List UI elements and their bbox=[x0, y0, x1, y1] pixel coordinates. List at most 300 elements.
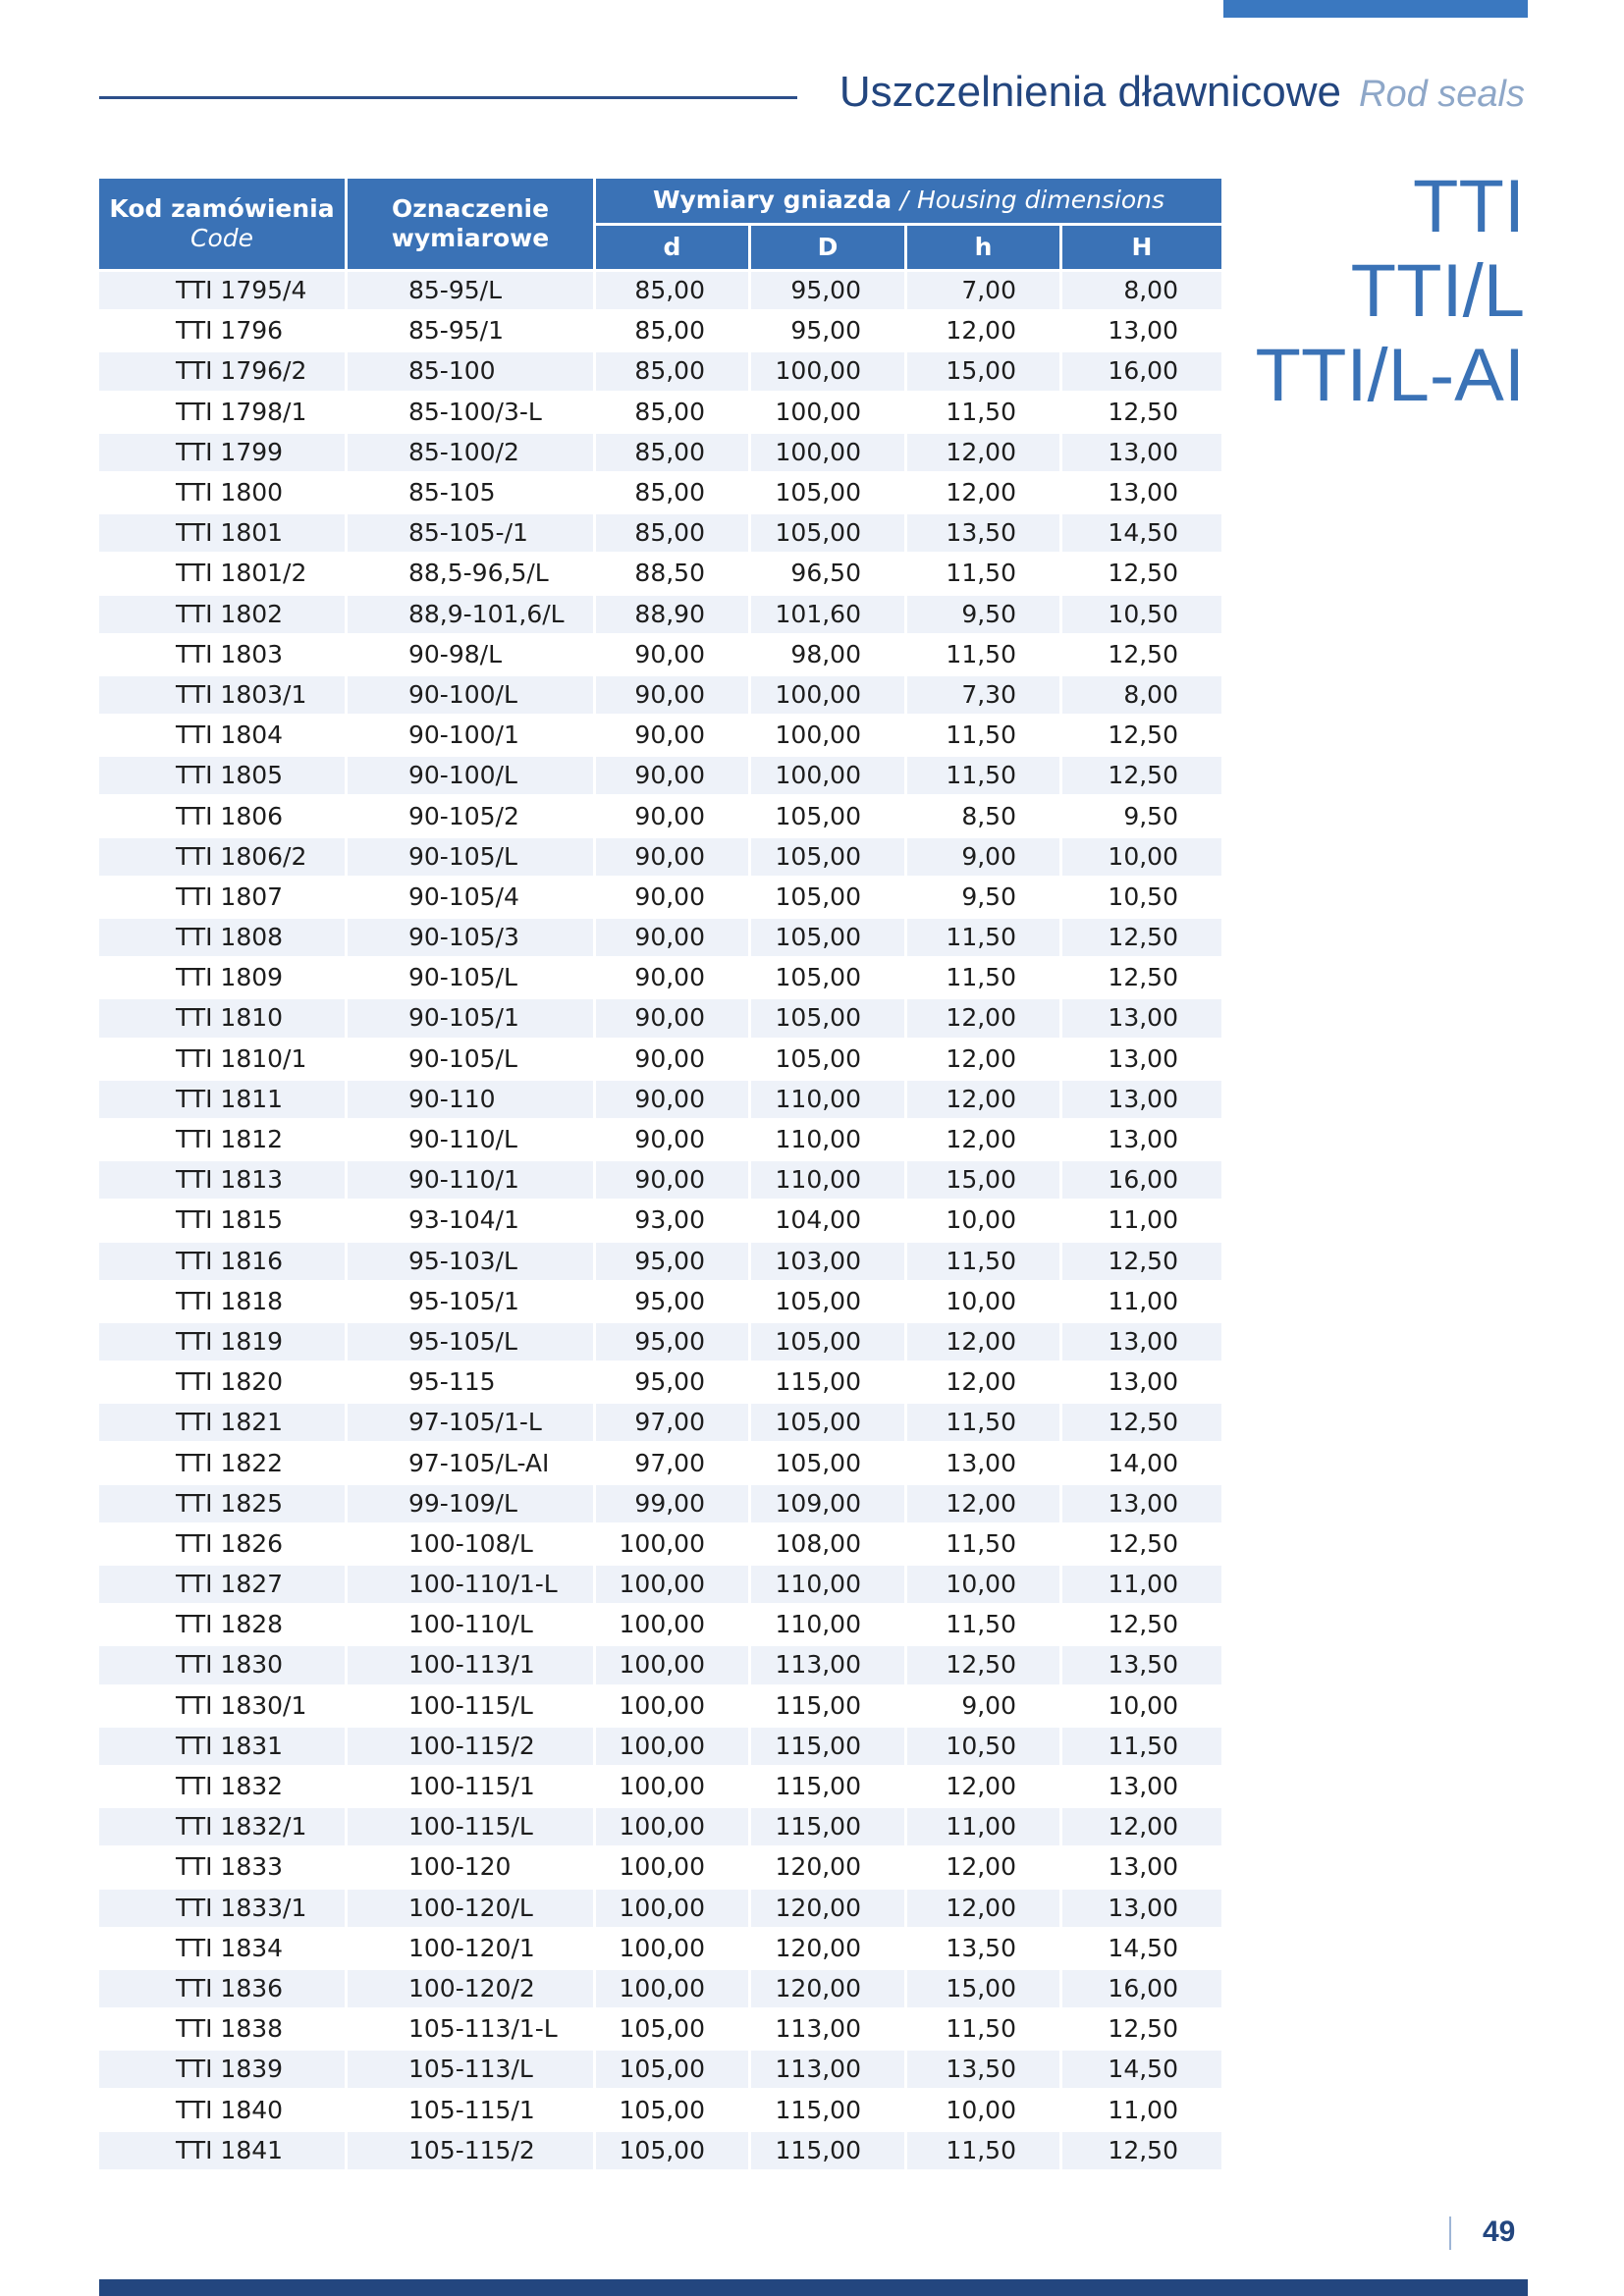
series-title-3: TTI/L-AI bbox=[1255, 334, 1525, 417]
cell-h: 11,50 bbox=[907, 1243, 1059, 1280]
top-accent-bar bbox=[1223, 0, 1528, 18]
cell-D: 120,00 bbox=[751, 1890, 904, 1927]
cell-h: 9,00 bbox=[907, 1687, 1059, 1725]
cell-D: 105,00 bbox=[751, 838, 904, 876]
cell-designation: 90-105/L bbox=[348, 959, 593, 996]
cell-d: 105,00 bbox=[596, 2010, 748, 2048]
cell-designation: 90-110/L bbox=[348, 1121, 593, 1158]
table-row bbox=[99, 838, 1221, 876]
cell-code: TTI 1839 bbox=[99, 2051, 345, 2088]
header-code-label: Kod zamówienia bbox=[109, 194, 335, 223]
table-row bbox=[99, 2010, 1221, 2048]
table-row bbox=[99, 514, 1221, 552]
page-number-divider bbox=[1449, 2216, 1451, 2250]
cell-code: TTI 1803/1 bbox=[99, 676, 345, 714]
cell-H: 14,00 bbox=[1062, 1444, 1221, 1481]
cell-code: TTI 1795/4 bbox=[99, 272, 345, 309]
cell-h: 11,50 bbox=[907, 919, 1059, 956]
cell-code: TTI 1819 bbox=[99, 1323, 345, 1361]
cell-D: 105,00 bbox=[751, 1041, 904, 1078]
cell-designation: 90-110/1 bbox=[348, 1161, 593, 1199]
cell-H: 13,00 bbox=[1062, 1768, 1221, 1805]
cell-code: TTI 1796/2 bbox=[99, 352, 345, 390]
cell-designation: 88,5-96,5/L bbox=[348, 555, 593, 592]
table-row bbox=[99, 1728, 1221, 1765]
cell-designation: 100-120 bbox=[348, 1848, 593, 1886]
series-title-1: TTI bbox=[1413, 165, 1525, 248]
cell-d: 90,00 bbox=[596, 1161, 748, 1199]
cell-code: TTI 1801/2 bbox=[99, 555, 345, 592]
table-row bbox=[99, 1323, 1221, 1361]
cell-D: 104,00 bbox=[751, 1201, 904, 1239]
cell-d: 95,00 bbox=[596, 1323, 748, 1361]
cell-h: 11,50 bbox=[907, 2132, 1059, 2169]
header-designation-label: Oznaczenie wymiarowe bbox=[391, 194, 550, 252]
cell-D: 108,00 bbox=[751, 1525, 904, 1563]
cell-designation: 90-100/1 bbox=[348, 717, 593, 754]
cell-d: 90,00 bbox=[596, 1081, 748, 1118]
cell-D: 120,00 bbox=[751, 1848, 904, 1886]
cell-code: TTI 1806/2 bbox=[99, 838, 345, 876]
cell-H: 13,00 bbox=[1062, 999, 1221, 1037]
cell-code: TTI 1841 bbox=[99, 2132, 345, 2169]
cell-H: 12,50 bbox=[1062, 757, 1221, 794]
table-row bbox=[99, 1970, 1221, 2007]
cell-h: 10,00 bbox=[907, 1566, 1059, 1603]
cell-code: TTI 1796 bbox=[99, 312, 345, 349]
table-row bbox=[99, 919, 1221, 956]
cell-d: 95,00 bbox=[596, 1283, 748, 1320]
table-row bbox=[99, 1525, 1221, 1563]
cell-h: 7,00 bbox=[907, 272, 1059, 309]
cell-code: TTI 1801 bbox=[99, 514, 345, 552]
cell-d: 100,00 bbox=[596, 1646, 748, 1683]
cell-d: 93,00 bbox=[596, 1201, 748, 1239]
cell-designation: 93-104/1 bbox=[348, 1201, 593, 1239]
cell-d: 90,00 bbox=[596, 757, 748, 794]
cell-D: 95,00 bbox=[751, 312, 904, 349]
cell-designation: 90-98/L bbox=[348, 636, 593, 673]
cell-d: 90,00 bbox=[596, 636, 748, 673]
cell-code: TTI 1798/1 bbox=[99, 394, 345, 431]
cell-H: 10,00 bbox=[1062, 838, 1221, 876]
cell-designation: 90-105/1 bbox=[348, 999, 593, 1037]
cell-code: TTI 1834 bbox=[99, 1930, 345, 1967]
cell-h: 10,00 bbox=[907, 1283, 1059, 1320]
series-title-2: TTI/L bbox=[1350, 249, 1525, 333]
cell-designation: 85-95/L bbox=[348, 272, 593, 309]
cell-code: TTI 1825 bbox=[99, 1485, 345, 1522]
header-code-label-en: Code bbox=[189, 224, 253, 252]
cell-d: 95,00 bbox=[596, 1363, 748, 1401]
cell-D: 110,00 bbox=[751, 1161, 904, 1199]
cell-H: 13,00 bbox=[1062, 1323, 1221, 1361]
table-row bbox=[99, 1161, 1221, 1199]
cell-code: TTI 1838 bbox=[99, 2010, 345, 2048]
cell-h: 12,00 bbox=[907, 999, 1059, 1037]
header-housing-dimensions bbox=[596, 179, 1221, 223]
page-header-title bbox=[839, 63, 1525, 131]
cell-D: 115,00 bbox=[751, 2132, 904, 2169]
cell-designation: 100-120/1 bbox=[348, 1930, 593, 1967]
table-row bbox=[99, 959, 1221, 996]
cell-d: 105,00 bbox=[596, 2091, 748, 2128]
cell-designation: 90-105/4 bbox=[348, 879, 593, 916]
cell-code: TTI 1808 bbox=[99, 919, 345, 956]
cell-D: 120,00 bbox=[751, 1970, 904, 2007]
cell-d: 88,50 bbox=[596, 555, 748, 592]
cell-d: 85,00 bbox=[596, 352, 748, 390]
cell-h: 12,00 bbox=[907, 434, 1059, 471]
cell-d: 90,00 bbox=[596, 1041, 748, 1078]
header-designation bbox=[348, 179, 593, 269]
cell-designation: 90-105/3 bbox=[348, 919, 593, 956]
cell-H: 13,00 bbox=[1062, 1041, 1221, 1078]
cell-d: 100,00 bbox=[596, 1890, 748, 1927]
cell-code: TTI 1806 bbox=[99, 797, 345, 834]
table-row bbox=[99, 1283, 1221, 1320]
table-row bbox=[99, 474, 1221, 511]
cell-H: 12,50 bbox=[1062, 919, 1221, 956]
cell-code: TTI 1818 bbox=[99, 1283, 345, 1320]
cell-D: 100,00 bbox=[751, 352, 904, 390]
cell-H: 8,00 bbox=[1062, 676, 1221, 714]
cell-designation: 90-105/2 bbox=[348, 797, 593, 834]
cell-designation: 100-110/L bbox=[348, 1606, 593, 1643]
housing-dimensions-table bbox=[96, 176, 1224, 2172]
cell-d: 95,00 bbox=[596, 1243, 748, 1280]
cell-d: 100,00 bbox=[596, 1687, 748, 1725]
cell-code: TTI 1828 bbox=[99, 1606, 345, 1643]
table-row bbox=[99, 1363, 1221, 1401]
table-row bbox=[99, 394, 1221, 431]
cell-designation: 90-110 bbox=[348, 1081, 593, 1118]
cell-d: 105,00 bbox=[596, 2132, 748, 2169]
cell-designation: 85-95/1 bbox=[348, 312, 593, 349]
cell-H: 14,50 bbox=[1062, 2051, 1221, 2088]
cell-H: 12,50 bbox=[1062, 394, 1221, 431]
cell-d: 90,00 bbox=[596, 676, 748, 714]
cell-designation: 90-105/L bbox=[348, 838, 593, 876]
cell-D: 105,00 bbox=[751, 474, 904, 511]
table-row bbox=[99, 1768, 1221, 1805]
table-row bbox=[99, 1121, 1221, 1158]
cell-D: 96,50 bbox=[751, 555, 904, 592]
cell-d: 90,00 bbox=[596, 717, 748, 754]
cell-h: 11,50 bbox=[907, 959, 1059, 996]
cell-H: 10,50 bbox=[1062, 879, 1221, 916]
cell-h: 13,50 bbox=[907, 1930, 1059, 1967]
cell-D: 103,00 bbox=[751, 1243, 904, 1280]
cell-code: TTI 1836 bbox=[99, 1970, 345, 2007]
cell-designation: 85-105-/1 bbox=[348, 514, 593, 552]
cell-h: 8,50 bbox=[907, 797, 1059, 834]
cell-H: 13,00 bbox=[1062, 1890, 1221, 1927]
cell-d: 90,00 bbox=[596, 919, 748, 956]
cell-h: 12,00 bbox=[907, 1890, 1059, 1927]
table-row bbox=[99, 2132, 1221, 2169]
cell-designation: 85-100/2 bbox=[348, 434, 593, 471]
cell-D: 113,00 bbox=[751, 2051, 904, 2088]
cell-designation: 97-105/L-AI bbox=[348, 1444, 593, 1481]
cell-H: 12,50 bbox=[1062, 1404, 1221, 1441]
cell-code: TTI 1833/1 bbox=[99, 1890, 345, 1927]
cell-d: 90,00 bbox=[596, 959, 748, 996]
cell-H: 11,00 bbox=[1062, 1566, 1221, 1603]
table-row bbox=[99, 1566, 1221, 1603]
cell-H: 10,50 bbox=[1062, 596, 1221, 633]
cell-H: 12,50 bbox=[1062, 2010, 1221, 2048]
cell-code: TTI 1830/1 bbox=[99, 1687, 345, 1725]
cell-h: 11,50 bbox=[907, 555, 1059, 592]
cell-designation: 90-105/L bbox=[348, 1041, 593, 1078]
cell-designation: 100-115/1 bbox=[348, 1768, 593, 1805]
cell-designation: 105-115/1 bbox=[348, 2091, 593, 2128]
cell-h: 13,50 bbox=[907, 514, 1059, 552]
cell-h: 11,50 bbox=[907, 2010, 1059, 2048]
cell-H: 13,00 bbox=[1062, 1121, 1221, 1158]
cell-code: TTI 1832 bbox=[99, 1768, 345, 1805]
cell-H: 11,00 bbox=[1062, 2091, 1221, 2128]
cell-d: 90,00 bbox=[596, 1121, 748, 1158]
cell-D: 100,00 bbox=[751, 676, 904, 714]
cell-D: 105,00 bbox=[751, 1444, 904, 1481]
header-group-label: Wymiary gniazda bbox=[652, 186, 893, 215]
cell-h: 10,00 bbox=[907, 1201, 1059, 1239]
cell-D: 100,00 bbox=[751, 757, 904, 794]
cell-d: 100,00 bbox=[596, 1970, 748, 2007]
cell-H: 13,00 bbox=[1062, 474, 1221, 511]
table-row bbox=[99, 1201, 1221, 1239]
table-row bbox=[99, 797, 1221, 834]
cell-code: TTI 1833 bbox=[99, 1848, 345, 1886]
table-row bbox=[99, 636, 1221, 673]
cell-code: TTI 1802 bbox=[99, 596, 345, 633]
cell-d: 97,00 bbox=[596, 1444, 748, 1481]
cell-h: 15,00 bbox=[907, 1970, 1059, 2007]
cell-designation: 95-105/L bbox=[348, 1323, 593, 1361]
cell-h: 11,50 bbox=[907, 1404, 1059, 1441]
cell-designation: 100-115/L bbox=[348, 1808, 593, 1845]
cell-code: TTI 1809 bbox=[99, 959, 345, 996]
table-row bbox=[99, 1848, 1221, 1886]
cell-d: 85,00 bbox=[596, 394, 748, 431]
cell-code: TTI 1831 bbox=[99, 1728, 345, 1765]
cell-code: TTI 1826 bbox=[99, 1525, 345, 1563]
cell-designation: 90-100/L bbox=[348, 676, 593, 714]
cell-H: 12,00 bbox=[1062, 1808, 1221, 1845]
cell-D: 105,00 bbox=[751, 959, 904, 996]
cell-d: 85,00 bbox=[596, 434, 748, 471]
cell-D: 100,00 bbox=[751, 717, 904, 754]
cell-d: 100,00 bbox=[596, 1768, 748, 1805]
cell-h: 11,50 bbox=[907, 636, 1059, 673]
cell-code: TTI 1832/1 bbox=[99, 1808, 345, 1845]
table-row bbox=[99, 312, 1221, 349]
cell-H: 12,50 bbox=[1062, 2132, 1221, 2169]
table-row bbox=[99, 1243, 1221, 1280]
cell-d: 100,00 bbox=[596, 1848, 748, 1886]
cell-D: 115,00 bbox=[751, 1728, 904, 1765]
cell-d: 90,00 bbox=[596, 999, 748, 1037]
header-group-label-en: Housing dimensions bbox=[916, 186, 1165, 215]
table-row bbox=[99, 1808, 1221, 1845]
cell-designation: 95-115 bbox=[348, 1363, 593, 1401]
cell-h: 15,00 bbox=[907, 352, 1059, 390]
cell-designation: 100-113/1 bbox=[348, 1646, 593, 1683]
table-row bbox=[99, 1081, 1221, 1118]
cell-H: 13,00 bbox=[1062, 434, 1221, 471]
cell-designation: 100-110/1-L bbox=[348, 1566, 593, 1603]
cell-code: TTI 1813 bbox=[99, 1161, 345, 1199]
table-row bbox=[99, 1930, 1221, 1967]
cell-D: 98,00 bbox=[751, 636, 904, 673]
cell-h: 12,00 bbox=[907, 1041, 1059, 1078]
cell-D: 105,00 bbox=[751, 879, 904, 916]
cell-D: 105,00 bbox=[751, 919, 904, 956]
table-row bbox=[99, 676, 1221, 714]
cell-d: 99,00 bbox=[596, 1485, 748, 1522]
cell-D: 110,00 bbox=[751, 1121, 904, 1158]
cell-h: 7,30 bbox=[907, 676, 1059, 714]
cell-H: 11,00 bbox=[1062, 1201, 1221, 1239]
cell-H: 16,00 bbox=[1062, 1161, 1221, 1199]
table-row bbox=[99, 555, 1221, 592]
header-h: h bbox=[907, 226, 1059, 270]
cell-H: 13,00 bbox=[1062, 1081, 1221, 1118]
cell-H: 12,50 bbox=[1062, 555, 1221, 592]
cell-D: 110,00 bbox=[751, 1606, 904, 1643]
cell-h: 11,50 bbox=[907, 1606, 1059, 1643]
cell-D: 109,00 bbox=[751, 1485, 904, 1522]
table-row bbox=[99, 352, 1221, 390]
cell-h: 12,50 bbox=[907, 1646, 1059, 1683]
cell-D: 110,00 bbox=[751, 1566, 904, 1603]
cell-designation: 85-100/3-L bbox=[348, 394, 593, 431]
cell-h: 13,50 bbox=[907, 2051, 1059, 2088]
cell-d: 90,00 bbox=[596, 838, 748, 876]
table-row bbox=[99, 1606, 1221, 1643]
cell-D: 100,00 bbox=[751, 394, 904, 431]
cell-designation: 105-113/L bbox=[348, 2051, 593, 2088]
cell-h: 12,00 bbox=[907, 312, 1059, 349]
cell-D: 95,00 bbox=[751, 272, 904, 309]
header-title-en: Rod seals bbox=[1359, 74, 1525, 115]
cell-h: 10,00 bbox=[907, 2091, 1059, 2128]
table-row bbox=[99, 1890, 1221, 1927]
table-row bbox=[99, 757, 1221, 794]
cell-code: TTI 1803 bbox=[99, 636, 345, 673]
cell-h: 11,50 bbox=[907, 394, 1059, 431]
header-H: H bbox=[1062, 226, 1221, 270]
table-row bbox=[99, 717, 1221, 754]
cell-code: TTI 1810/1 bbox=[99, 1041, 345, 1078]
cell-h: 12,00 bbox=[907, 1323, 1059, 1361]
header-title-pl: Uszczelnienia dławnicowe bbox=[839, 68, 1342, 116]
cell-h: 9,50 bbox=[907, 596, 1059, 633]
cell-H: 13,00 bbox=[1062, 1485, 1221, 1522]
cell-code: TTI 1800 bbox=[99, 474, 345, 511]
cell-designation: 100-108/L bbox=[348, 1525, 593, 1563]
cell-code: TTI 1827 bbox=[99, 1566, 345, 1603]
cell-h: 9,50 bbox=[907, 879, 1059, 916]
cell-d: 100,00 bbox=[596, 1930, 748, 1967]
cell-code: TTI 1812 bbox=[99, 1121, 345, 1158]
cell-D: 100,00 bbox=[751, 434, 904, 471]
cell-D: 105,00 bbox=[751, 1283, 904, 1320]
cell-D: 115,00 bbox=[751, 1808, 904, 1845]
cell-d: 100,00 bbox=[596, 1525, 748, 1563]
cell-H: 12,50 bbox=[1062, 1525, 1221, 1563]
cell-designation: 97-105/1-L bbox=[348, 1404, 593, 1441]
cell-H: 16,00 bbox=[1062, 352, 1221, 390]
cell-h: 13,00 bbox=[907, 1444, 1059, 1481]
cell-d: 90,00 bbox=[596, 879, 748, 916]
table-row bbox=[99, 2091, 1221, 2128]
cell-d: 90,00 bbox=[596, 797, 748, 834]
cell-code: TTI 1799 bbox=[99, 434, 345, 471]
cell-h: 11,50 bbox=[907, 717, 1059, 754]
cell-d: 100,00 bbox=[596, 1808, 748, 1845]
cell-d: 105,00 bbox=[596, 2051, 748, 2088]
cell-d: 97,00 bbox=[596, 1404, 748, 1441]
cell-D: 105,00 bbox=[751, 1404, 904, 1441]
cell-D: 115,00 bbox=[751, 2091, 904, 2128]
cell-designation: 90-100/L bbox=[348, 757, 593, 794]
table-row bbox=[99, 1444, 1221, 1481]
cell-D: 113,00 bbox=[751, 2010, 904, 2048]
header-D: D bbox=[751, 226, 904, 270]
cell-h: 9,00 bbox=[907, 838, 1059, 876]
cell-designation: 85-100 bbox=[348, 352, 593, 390]
cell-D: 110,00 bbox=[751, 1081, 904, 1118]
table-row bbox=[99, 999, 1221, 1037]
cell-h: 11,50 bbox=[907, 757, 1059, 794]
cell-H: 9,50 bbox=[1062, 797, 1221, 834]
cell-code: TTI 1822 bbox=[99, 1444, 345, 1481]
cell-H: 8,00 bbox=[1062, 272, 1221, 309]
cell-H: 16,00 bbox=[1062, 1970, 1221, 2007]
cell-d: 100,00 bbox=[596, 1566, 748, 1603]
cell-d: 85,00 bbox=[596, 514, 748, 552]
cell-designation: 88,9-101,6/L bbox=[348, 596, 593, 633]
cell-H: 12,50 bbox=[1062, 1243, 1221, 1280]
cell-D: 105,00 bbox=[751, 999, 904, 1037]
cell-D: 115,00 bbox=[751, 1363, 904, 1401]
cell-h: 10,50 bbox=[907, 1728, 1059, 1765]
cell-designation: 100-120/L bbox=[348, 1890, 593, 1927]
cell-D: 115,00 bbox=[751, 1687, 904, 1725]
cell-code: TTI 1830 bbox=[99, 1646, 345, 1683]
cell-code: TTI 1815 bbox=[99, 1201, 345, 1239]
cell-H: 14,50 bbox=[1062, 1930, 1221, 1967]
page-number: 49 bbox=[1483, 2216, 1516, 2248]
table-row bbox=[99, 596, 1221, 633]
cell-d: 85,00 bbox=[596, 272, 748, 309]
cell-h: 15,00 bbox=[907, 1161, 1059, 1199]
table-row bbox=[99, 1687, 1221, 1725]
cell-designation: 105-113/1-L bbox=[348, 2010, 593, 2048]
cell-code: TTI 1805 bbox=[99, 757, 345, 794]
cell-h: 11,00 bbox=[907, 1808, 1059, 1845]
cell-h: 12,00 bbox=[907, 1768, 1059, 1805]
cell-H: 12,50 bbox=[1062, 1606, 1221, 1643]
cell-H: 12,50 bbox=[1062, 717, 1221, 754]
cell-D: 115,00 bbox=[751, 1768, 904, 1805]
cell-code: TTI 1840 bbox=[99, 2091, 345, 2128]
cell-H: 13,00 bbox=[1062, 1363, 1221, 1401]
cell-H: 13,50 bbox=[1062, 1646, 1221, 1683]
